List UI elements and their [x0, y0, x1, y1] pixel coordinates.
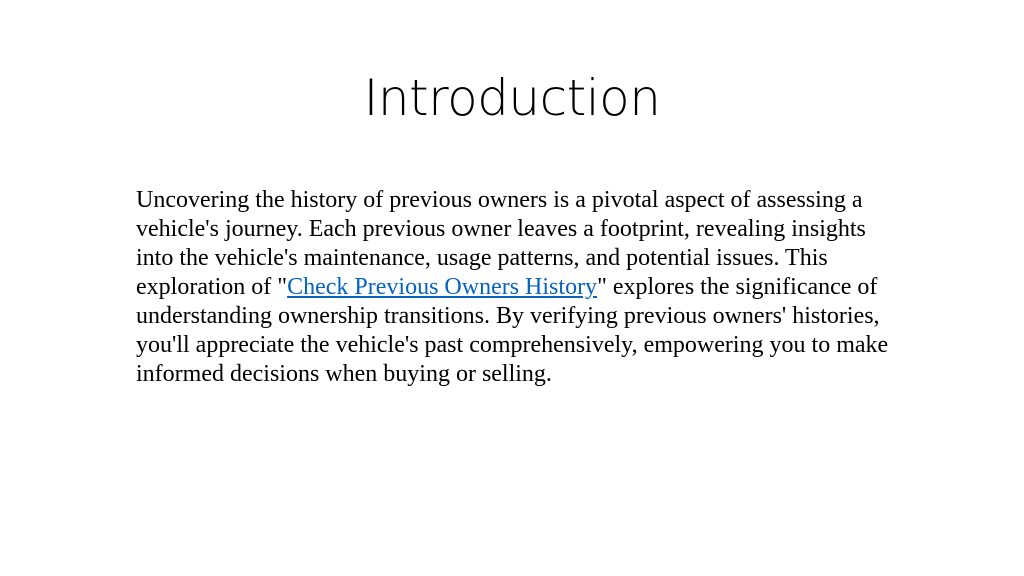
paragraph-text-before-link: Uncovering the history of previous owners is a pivotal aspect of assessing a vehicle's journey. Each previous owner leaves a footprint, revealing insights into the vehicle's maintenance, usage patterns, and potential issues. This exploration of "	[136, 187, 866, 300]
paragraph-text-after-link: " explores the significance of understanding ownership transitions. By verifying previous owners' histories, you'll appreciate the vehicle's past comprehensively, empowering you to make informed decisions when buying or selling.	[136, 274, 889, 387]
body-paragraph	[136, 186, 896, 389]
check-previous-owners-history-link[interactable]: Check Previous Owners History	[287, 274, 598, 300]
slide-title: Introduction	[363, 69, 661, 127]
